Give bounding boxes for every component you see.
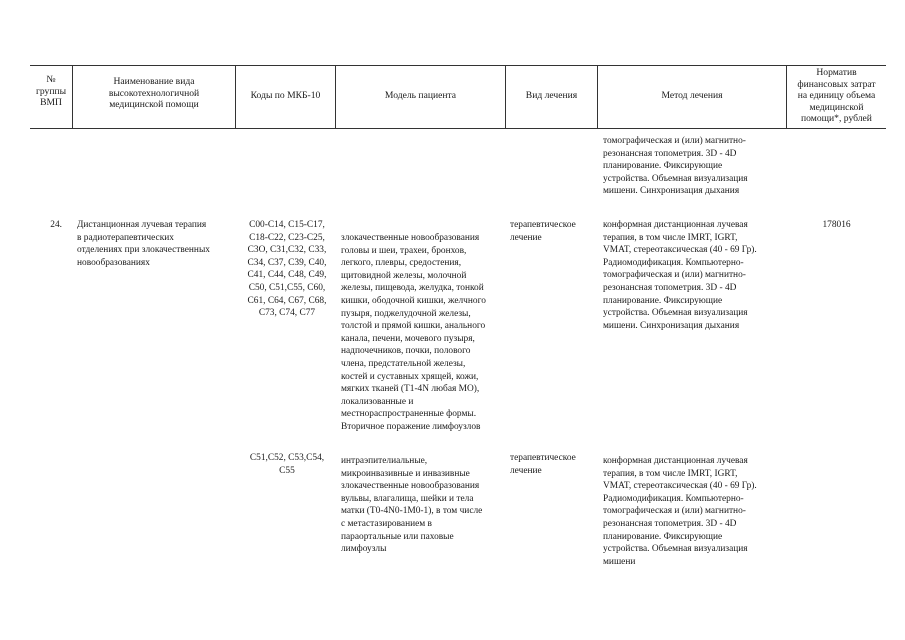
header-treatment-kind: Вид лечения [525,90,578,101]
row-treatment-method: конформная дистанционная лучевая терапия, в том числе IMRT, IGRT, VMAT, стереотаксическая (40 - 69 Гр). Радиомодификация. Компьютерно- томографическая и (или) магнитно- резонансная топометрия. 3D - 4D планирование. Фиксирующие устройства. Объемная визуализация мишени [603,456,757,567]
header-top-rule [30,65,886,66]
row-icd10-codes: C00-C14, C15-C17, C18-C22, C23-C25, C3O, C31,C32, C33, C34, C37, C39, C40, C41, C44, C48, C49, C50, C51,C55, C60, C61, C64, C67, C68, C73, C74, C77 [247,220,327,319]
continuation-method-text: томографическая и (или) магнитно- резонансная топометрия. 3D - 4D планирование. Фиксирующие устройства. Объемная визуализация мишени. Синхронизация дыхания [603,136,748,197]
header-group-number: № группы ВМП [35,74,67,109]
row-group-number: 24. [50,220,62,230]
row-treatment-method: конформная дистанционная лучевая терапия, в том числе IMRT, IGRT, VMAT, стереотаксическая (40 - 69 Гр). Радиомодификация. Компьютерно- томографическая и (или) магнитно- резонансная топометрия. 3D - 4D планирование. Фиксирующие устройства. Объемная визуализация мишени. Синхронизация дыхания [603,220,757,331]
row-cost-value: 178016 [822,220,851,230]
header-icd10-codes: Коды по МКБ-10 [250,90,321,101]
row-treatment-kind: терапевтическое лечение [510,220,576,243]
row-patient-model: интраэпителиальные, микроинвазивные и инвазивные злокачественные новообразования вульвы, влагалища, шейки и тела матки (T0-4N0-1M0-1), в том числе с метастазированием в параортальные или паховые лимфоузлы [341,456,483,555]
row-care-type-name: Дистанционная лучевая терапия в радиотерапевтических отделениях при злокачественных новообразованиях [77,220,210,268]
header-patient-model: Модель пациента [384,90,457,101]
header-care-type-name: Наименование вида высокотехнологичной медицинской помощи [108,76,200,111]
row-icd10-codes: C51,C52, C53,C54, C55 [249,453,325,476]
header-cost-standard: Норматив финансовых затрат на единицу объема медицинской помощи*, рублей [797,67,876,125]
row-patient-model: злокачественные новообразования головы и шеи, трахеи, бронхов, легкого, плевры, средостения, щитовидной железы, молочной железы, пищевода, желудка, тонкой кишки, ободочной кишки, желчного пузыря, поджелудочной железы, толстой и прямой кишки, анального канала, печени, мочевого пузыря, надпочечников, почки, полового члена, предстательной железы, костей и суставных хрящей, кожи, мягких тканей (T1-4N любая MO), локализованные и местнораспространенные формы. Вторичное поражение лимфоузлов [341,233,486,432]
header-treatment-method: Метод лечения [661,90,723,101]
header-bottom-rule [30,128,886,129]
row-treatment-kind: терапевтическое лечение [510,453,576,476]
